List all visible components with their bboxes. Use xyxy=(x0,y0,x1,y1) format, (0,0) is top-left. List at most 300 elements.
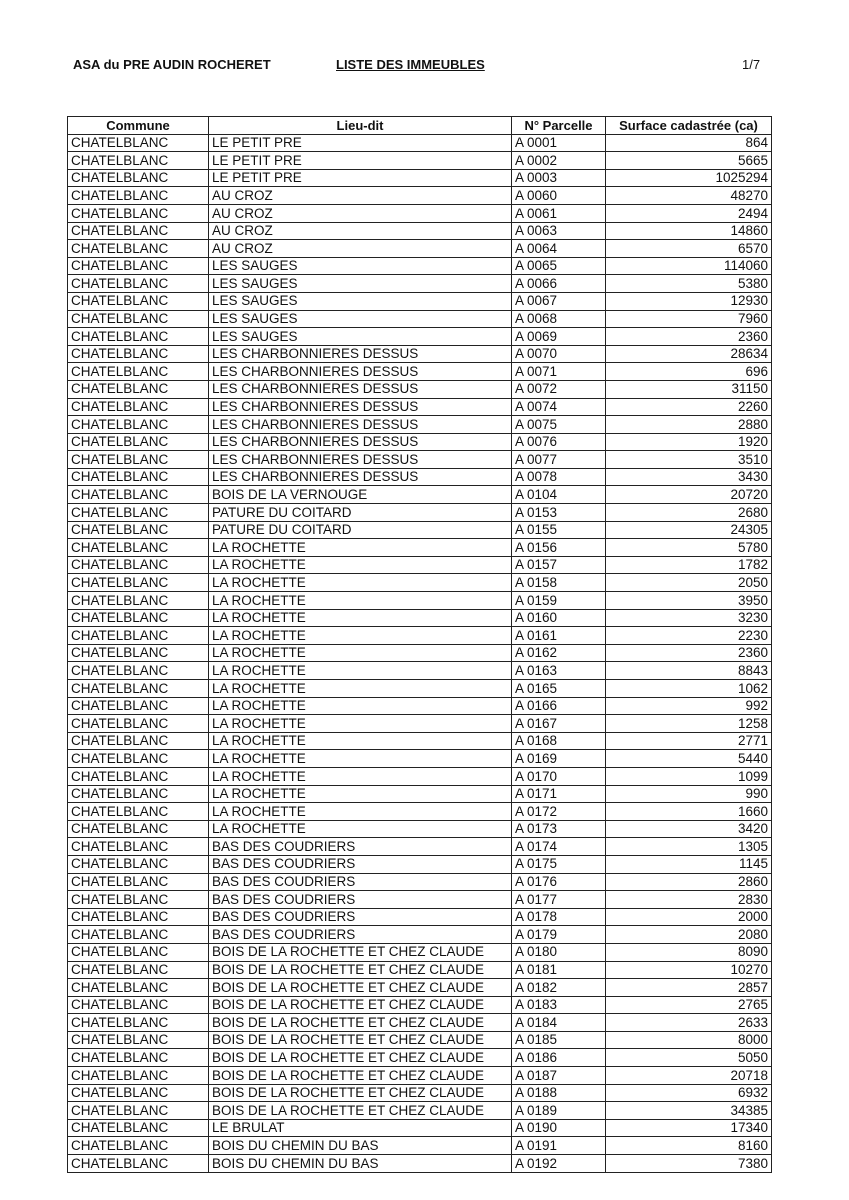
cell-lieu-dit: PATURE DU COITARD xyxy=(209,504,512,522)
cell-commune: CHATELBLANC xyxy=(68,891,209,909)
table-row xyxy=(68,134,772,152)
cell-lieu-dit: BAS DES COUDRIERS xyxy=(209,873,512,891)
cell-lieu-dit: LA ROCHETTE xyxy=(209,697,512,715)
cell-surface: 992 xyxy=(606,697,772,715)
organization-name: ASA du PRE AUDIN ROCHERET xyxy=(73,57,271,72)
cell-parcelle: A 0002 xyxy=(512,152,606,170)
cell-lieu-dit: PATURE DU COITARD xyxy=(209,521,512,539)
cell-parcelle: A 0063 xyxy=(512,222,606,240)
cell-lieu-dit: BAS DES COUDRIERS xyxy=(209,926,512,944)
table-row xyxy=(68,539,772,557)
table-row xyxy=(68,1084,772,1102)
table-row xyxy=(68,292,772,310)
cell-commune: CHATELBLANC xyxy=(68,380,209,398)
cell-surface: 1660 xyxy=(606,803,772,821)
cell-parcelle: A 0179 xyxy=(512,926,606,944)
cell-commune: CHATELBLANC xyxy=(68,521,209,539)
cell-lieu-dit: BOIS DE LA ROCHETTE ET CHEZ CLAUDE xyxy=(209,979,512,997)
cell-parcelle: A 0180 xyxy=(512,943,606,961)
cell-surface: 1920 xyxy=(606,433,772,451)
table-row xyxy=(68,609,772,627)
cell-surface: 990 xyxy=(606,785,772,803)
table-row xyxy=(68,556,772,574)
page-number: 1/7 xyxy=(742,57,761,72)
cell-parcelle: A 0178 xyxy=(512,908,606,926)
cell-commune: CHATELBLANC xyxy=(68,222,209,240)
cell-commune: CHATELBLANC xyxy=(68,134,209,152)
table-row xyxy=(68,433,772,451)
table-row xyxy=(68,1102,772,1120)
cell-lieu-dit: LES CHARBONNIERES DESSUS xyxy=(209,468,512,486)
cell-commune: CHATELBLANC xyxy=(68,908,209,926)
table-row xyxy=(68,468,772,486)
cell-surface: 5665 xyxy=(606,152,772,170)
parcel-table xyxy=(67,116,772,1173)
cell-surface: 20720 xyxy=(606,486,772,504)
cell-lieu-dit: LA ROCHETTE xyxy=(209,627,512,645)
cell-lieu-dit: LES CHARBONNIERES DESSUS xyxy=(209,416,512,434)
cell-commune: CHATELBLANC xyxy=(68,1137,209,1155)
cell-lieu-dit: BOIS DE LA ROCHETTE ET CHEZ CLAUDE xyxy=(209,1084,512,1102)
table-row xyxy=(68,380,772,398)
cell-commune: CHATELBLANC xyxy=(68,750,209,768)
cell-commune: CHATELBLANC xyxy=(68,1155,209,1173)
table-header-row xyxy=(68,117,772,135)
cell-commune: CHATELBLANC xyxy=(68,275,209,293)
cell-parcelle: A 0076 xyxy=(512,433,606,451)
cell-parcelle: A 0001 xyxy=(512,134,606,152)
cell-surface: 6570 xyxy=(606,240,772,258)
cell-commune: CHATELBLANC xyxy=(68,838,209,856)
cell-surface: 3230 xyxy=(606,609,772,627)
cell-commune: CHATELBLANC xyxy=(68,1102,209,1120)
cell-parcelle: A 0066 xyxy=(512,275,606,293)
table-row xyxy=(68,398,772,416)
cell-surface: 20718 xyxy=(606,1067,772,1085)
table-row xyxy=(68,592,772,610)
cell-parcelle: A 0075 xyxy=(512,416,606,434)
cell-lieu-dit: BAS DES COUDRIERS xyxy=(209,908,512,926)
cell-commune: CHATELBLANC xyxy=(68,539,209,557)
cell-lieu-dit: LA ROCHETTE xyxy=(209,556,512,574)
cell-surface: 114060 xyxy=(606,257,772,275)
cell-lieu-dit: LA ROCHETTE xyxy=(209,592,512,610)
cell-parcelle: A 0163 xyxy=(512,662,606,680)
cell-parcelle: A 0003 xyxy=(512,169,606,187)
cell-lieu-dit: LA ROCHETTE xyxy=(209,750,512,768)
cell-commune: CHATELBLANC xyxy=(68,592,209,610)
cell-parcelle: A 0155 xyxy=(512,521,606,539)
cell-commune: CHATELBLANC xyxy=(68,398,209,416)
cell-commune: CHATELBLANC xyxy=(68,328,209,346)
table-row xyxy=(68,627,772,645)
cell-surface: 2260 xyxy=(606,398,772,416)
cell-commune: CHATELBLANC xyxy=(68,855,209,873)
cell-surface: 24305 xyxy=(606,521,772,539)
cell-commune: CHATELBLANC xyxy=(68,187,209,205)
cell-commune: CHATELBLANC xyxy=(68,1049,209,1067)
cell-parcelle: A 0167 xyxy=(512,715,606,733)
cell-parcelle: A 0078 xyxy=(512,468,606,486)
cell-parcelle: A 0185 xyxy=(512,1031,606,1049)
cell-commune: CHATELBLANC xyxy=(68,468,209,486)
cell-parcelle: A 0186 xyxy=(512,1049,606,1067)
cell-commune: CHATELBLANC xyxy=(68,785,209,803)
table-row xyxy=(68,855,772,873)
cell-lieu-dit: LA ROCHETTE xyxy=(209,539,512,557)
cell-surface: 5380 xyxy=(606,275,772,293)
cell-commune: CHATELBLANC xyxy=(68,310,209,328)
cell-commune: CHATELBLANC xyxy=(68,1031,209,1049)
cell-lieu-dit: BOIS DE LA ROCHETTE ET CHEZ CLAUDE xyxy=(209,1067,512,1085)
cell-lieu-dit: BOIS DU CHEMIN DU BAS xyxy=(209,1155,512,1173)
cell-surface: 34385 xyxy=(606,1102,772,1120)
cell-surface: 5050 xyxy=(606,1049,772,1067)
cell-lieu-dit: LE BRULAT xyxy=(209,1119,512,1137)
cell-surface: 2000 xyxy=(606,908,772,926)
cell-parcelle: A 0068 xyxy=(512,310,606,328)
cell-surface: 3420 xyxy=(606,820,772,838)
cell-commune: CHATELBLANC xyxy=(68,732,209,750)
cell-surface: 48270 xyxy=(606,187,772,205)
cell-surface: 1099 xyxy=(606,767,772,785)
cell-surface: 28634 xyxy=(606,345,772,363)
table-row xyxy=(68,838,772,856)
cell-parcelle: A 0171 xyxy=(512,785,606,803)
cell-commune: CHATELBLANC xyxy=(68,433,209,451)
cell-commune: CHATELBLANC xyxy=(68,486,209,504)
table-row xyxy=(68,979,772,997)
cell-surface: 864 xyxy=(606,134,772,152)
cell-parcelle: A 0070 xyxy=(512,345,606,363)
table-row xyxy=(68,803,772,821)
cell-lieu-dit: BOIS DE LA ROCHETTE ET CHEZ CLAUDE xyxy=(209,961,512,979)
cell-lieu-dit: LES CHARBONNIERES DESSUS xyxy=(209,380,512,398)
table-row xyxy=(68,873,772,891)
table-row xyxy=(68,1119,772,1137)
cell-lieu-dit: AU CROZ xyxy=(209,187,512,205)
cell-lieu-dit: LES SAUGES xyxy=(209,257,512,275)
cell-surface: 2860 xyxy=(606,873,772,891)
cell-lieu-dit: BOIS DE LA ROCHETTE ET CHEZ CLAUDE xyxy=(209,1049,512,1067)
cell-parcelle: A 0060 xyxy=(512,187,606,205)
cell-surface: 2771 xyxy=(606,732,772,750)
cell-parcelle: A 0190 xyxy=(512,1119,606,1137)
cell-surface: 2680 xyxy=(606,504,772,522)
cell-surface: 7960 xyxy=(606,310,772,328)
cell-surface: 1062 xyxy=(606,680,772,698)
cell-commune: CHATELBLANC xyxy=(68,1119,209,1137)
table-row xyxy=(68,750,772,768)
cell-surface: 2880 xyxy=(606,416,772,434)
cell-commune: CHATELBLANC xyxy=(68,979,209,997)
cell-surface: 696 xyxy=(606,363,772,381)
table-row xyxy=(68,1137,772,1155)
table-row xyxy=(68,310,772,328)
cell-lieu-dit: LES CHARBONNIERES DESSUS xyxy=(209,398,512,416)
table-row xyxy=(68,715,772,733)
cell-surface: 1025294 xyxy=(606,169,772,187)
cell-lieu-dit: LA ROCHETTE xyxy=(209,785,512,803)
cell-parcelle: A 0168 xyxy=(512,732,606,750)
table-row xyxy=(68,1049,772,1067)
cell-surface: 2360 xyxy=(606,644,772,662)
table-row xyxy=(68,785,772,803)
column-header-surface: Surface cadastrée (ca) xyxy=(606,117,772,135)
cell-lieu-dit: AU CROZ xyxy=(209,240,512,258)
cell-commune: CHATELBLANC xyxy=(68,996,209,1014)
cell-parcelle: A 0069 xyxy=(512,328,606,346)
cell-parcelle: A 0170 xyxy=(512,767,606,785)
cell-parcelle: A 0159 xyxy=(512,592,606,610)
table-row xyxy=(68,152,772,170)
table-row xyxy=(68,574,772,592)
table-row xyxy=(68,996,772,1014)
table-row xyxy=(68,240,772,258)
table-row xyxy=(68,891,772,909)
cell-lieu-dit: AU CROZ xyxy=(209,222,512,240)
table-row xyxy=(68,363,772,381)
table-row xyxy=(68,662,772,680)
cell-parcelle: A 0184 xyxy=(512,1014,606,1032)
cell-parcelle: A 0161 xyxy=(512,627,606,645)
cell-lieu-dit: LA ROCHETTE xyxy=(209,767,512,785)
cell-parcelle: A 0162 xyxy=(512,644,606,662)
cell-surface: 3430 xyxy=(606,468,772,486)
table-row xyxy=(68,222,772,240)
cell-surface: 8843 xyxy=(606,662,772,680)
cell-surface: 1145 xyxy=(606,855,772,873)
table-row xyxy=(68,345,772,363)
cell-surface: 1258 xyxy=(606,715,772,733)
cell-commune: CHATELBLANC xyxy=(68,961,209,979)
cell-parcelle: A 0158 xyxy=(512,574,606,592)
cell-commune: CHATELBLANC xyxy=(68,169,209,187)
cell-parcelle: A 0166 xyxy=(512,697,606,715)
cell-lieu-dit: LA ROCHETTE xyxy=(209,820,512,838)
table-row xyxy=(68,908,772,926)
cell-parcelle: A 0188 xyxy=(512,1084,606,1102)
cell-parcelle: A 0104 xyxy=(512,486,606,504)
cell-lieu-dit: BOIS DU CHEMIN DU BAS xyxy=(209,1137,512,1155)
cell-surface: 2633 xyxy=(606,1014,772,1032)
cell-parcelle: A 0077 xyxy=(512,451,606,469)
cell-parcelle: A 0174 xyxy=(512,838,606,856)
cell-surface: 8000 xyxy=(606,1031,772,1049)
cell-commune: CHATELBLANC xyxy=(68,292,209,310)
cell-parcelle: A 0160 xyxy=(512,609,606,627)
cell-surface: 1782 xyxy=(606,556,772,574)
table-row xyxy=(68,169,772,187)
cell-lieu-dit: LE PETIT PRE xyxy=(209,134,512,152)
table-row xyxy=(68,1014,772,1032)
cell-parcelle: A 0074 xyxy=(512,398,606,416)
cell-commune: CHATELBLANC xyxy=(68,345,209,363)
cell-lieu-dit: BAS DES COUDRIERS xyxy=(209,891,512,909)
table-row xyxy=(68,1155,772,1173)
cell-parcelle: A 0173 xyxy=(512,820,606,838)
cell-commune: CHATELBLANC xyxy=(68,574,209,592)
cell-commune: CHATELBLANC xyxy=(68,943,209,961)
table-row xyxy=(68,1067,772,1085)
cell-surface: 3510 xyxy=(606,451,772,469)
cell-lieu-dit: LES CHARBONNIERES DESSUS xyxy=(209,433,512,451)
cell-commune: CHATELBLANC xyxy=(68,627,209,645)
cell-parcelle: A 0169 xyxy=(512,750,606,768)
cell-commune: CHATELBLANC xyxy=(68,451,209,469)
cell-surface: 17340 xyxy=(606,1119,772,1137)
cell-surface: 6932 xyxy=(606,1084,772,1102)
cell-lieu-dit: BAS DES COUDRIERS xyxy=(209,855,512,873)
cell-parcelle: A 0182 xyxy=(512,979,606,997)
cell-surface: 2857 xyxy=(606,979,772,997)
column-header-commune: Commune xyxy=(68,117,209,135)
cell-surface: 10270 xyxy=(606,961,772,979)
cell-commune: CHATELBLANC xyxy=(68,644,209,662)
cell-parcelle: A 0064 xyxy=(512,240,606,258)
cell-lieu-dit: LES CHARBONNIERES DESSUS xyxy=(209,345,512,363)
cell-lieu-dit: LES SAUGES xyxy=(209,328,512,346)
column-header-lieu-dit: Lieu-dit xyxy=(209,117,512,135)
cell-lieu-dit: LE PETIT PRE xyxy=(209,169,512,187)
table-row xyxy=(68,451,772,469)
cell-commune: CHATELBLANC xyxy=(68,767,209,785)
column-header-parcelle: N° Parcelle xyxy=(512,117,606,135)
cell-commune: CHATELBLANC xyxy=(68,416,209,434)
table-row xyxy=(68,257,772,275)
cell-lieu-dit: LES CHARBONNIERES DESSUS xyxy=(209,363,512,381)
cell-lieu-dit: LE PETIT PRE xyxy=(209,152,512,170)
cell-parcelle: A 0177 xyxy=(512,891,606,909)
document-title: LISTE DES IMMEUBLES xyxy=(336,57,485,72)
table-row xyxy=(68,820,772,838)
cell-lieu-dit: BOIS DE LA ROCHETTE ET CHEZ CLAUDE xyxy=(209,1102,512,1120)
cell-lieu-dit: BOIS DE LA VERNOUGE xyxy=(209,486,512,504)
cell-lieu-dit: LES SAUGES xyxy=(209,275,512,293)
cell-surface: 7380 xyxy=(606,1155,772,1173)
cell-surface: 12930 xyxy=(606,292,772,310)
cell-surface: 2230 xyxy=(606,627,772,645)
cell-lieu-dit: BOIS DE LA ROCHETTE ET CHEZ CLAUDE xyxy=(209,1014,512,1032)
cell-lieu-dit: BOIS DE LA ROCHETTE ET CHEZ CLAUDE xyxy=(209,1031,512,1049)
cell-surface: 8090 xyxy=(606,943,772,961)
table-row xyxy=(68,926,772,944)
table-row xyxy=(68,187,772,205)
cell-lieu-dit: LA ROCHETTE xyxy=(209,644,512,662)
cell-surface: 1305 xyxy=(606,838,772,856)
cell-commune: CHATELBLANC xyxy=(68,257,209,275)
table-row xyxy=(68,943,772,961)
table-row xyxy=(68,767,772,785)
cell-parcelle: A 0181 xyxy=(512,961,606,979)
cell-surface: 2050 xyxy=(606,574,772,592)
cell-commune: CHATELBLANC xyxy=(68,609,209,627)
table-body xyxy=(68,134,772,1172)
cell-parcelle: A 0191 xyxy=(512,1137,606,1155)
cell-parcelle: A 0061 xyxy=(512,204,606,222)
cell-surface: 2080 xyxy=(606,926,772,944)
cell-commune: CHATELBLANC xyxy=(68,926,209,944)
cell-commune: CHATELBLANC xyxy=(68,556,209,574)
cell-lieu-dit: LA ROCHETTE xyxy=(209,574,512,592)
table-row xyxy=(68,275,772,293)
cell-commune: CHATELBLANC xyxy=(68,820,209,838)
cell-parcelle: A 0189 xyxy=(512,1102,606,1120)
table-row xyxy=(68,680,772,698)
cell-parcelle: A 0172 xyxy=(512,803,606,821)
cell-commune: CHATELBLANC xyxy=(68,715,209,733)
cell-commune: CHATELBLANC xyxy=(68,1067,209,1085)
table-row xyxy=(68,486,772,504)
cell-parcelle: A 0187 xyxy=(512,1067,606,1085)
table-row xyxy=(68,504,772,522)
cell-commune: CHATELBLANC xyxy=(68,1084,209,1102)
cell-lieu-dit: LA ROCHETTE xyxy=(209,715,512,733)
cell-commune: CHATELBLANC xyxy=(68,1014,209,1032)
cell-lieu-dit: LA ROCHETTE xyxy=(209,803,512,821)
cell-surface: 5780 xyxy=(606,539,772,557)
cell-commune: CHATELBLANC xyxy=(68,873,209,891)
table-row xyxy=(68,521,772,539)
cell-surface: 5440 xyxy=(606,750,772,768)
cell-commune: CHATELBLANC xyxy=(68,152,209,170)
cell-surface: 2494 xyxy=(606,204,772,222)
cell-commune: CHATELBLANC xyxy=(68,697,209,715)
cell-lieu-dit: LA ROCHETTE xyxy=(209,609,512,627)
cell-surface: 31150 xyxy=(606,380,772,398)
cell-surface: 3950 xyxy=(606,592,772,610)
cell-lieu-dit: BOIS DE LA ROCHETTE ET CHEZ CLAUDE xyxy=(209,996,512,1014)
cell-lieu-dit: LA ROCHETTE xyxy=(209,662,512,680)
cell-lieu-dit: LES CHARBONNIERES DESSUS xyxy=(209,451,512,469)
cell-lieu-dit: BAS DES COUDRIERS xyxy=(209,838,512,856)
cell-lieu-dit: LES SAUGES xyxy=(209,310,512,328)
cell-lieu-dit: LES SAUGES xyxy=(209,292,512,310)
cell-parcelle: A 0183 xyxy=(512,996,606,1014)
table-row xyxy=(68,961,772,979)
cell-lieu-dit: LA ROCHETTE xyxy=(209,680,512,698)
cell-parcelle: A 0067 xyxy=(512,292,606,310)
cell-lieu-dit: LA ROCHETTE xyxy=(209,732,512,750)
table-row xyxy=(68,732,772,750)
cell-lieu-dit: BOIS DE LA ROCHETTE ET CHEZ CLAUDE xyxy=(209,943,512,961)
cell-parcelle: A 0071 xyxy=(512,363,606,381)
cell-parcelle: A 0165 xyxy=(512,680,606,698)
cell-commune: CHATELBLANC xyxy=(68,204,209,222)
cell-surface: 2765 xyxy=(606,996,772,1014)
cell-parcelle: A 0065 xyxy=(512,257,606,275)
table-row xyxy=(68,416,772,434)
cell-parcelle: A 0176 xyxy=(512,873,606,891)
cell-parcelle: A 0072 xyxy=(512,380,606,398)
table-row xyxy=(68,1031,772,1049)
table-row xyxy=(68,644,772,662)
cell-parcelle: A 0175 xyxy=(512,855,606,873)
cell-parcelle: A 0157 xyxy=(512,556,606,574)
cell-parcelle: A 0153 xyxy=(512,504,606,522)
cell-commune: CHATELBLANC xyxy=(68,240,209,258)
cell-commune: CHATELBLANC xyxy=(68,662,209,680)
cell-parcelle: A 0192 xyxy=(512,1155,606,1173)
cell-surface: 8160 xyxy=(606,1137,772,1155)
table-row xyxy=(68,204,772,222)
cell-surface: 2360 xyxy=(606,328,772,346)
cell-commune: CHATELBLANC xyxy=(68,504,209,522)
cell-commune: CHATELBLANC xyxy=(68,803,209,821)
cell-surface: 14860 xyxy=(606,222,772,240)
table-row xyxy=(68,697,772,715)
cell-lieu-dit: AU CROZ xyxy=(209,204,512,222)
